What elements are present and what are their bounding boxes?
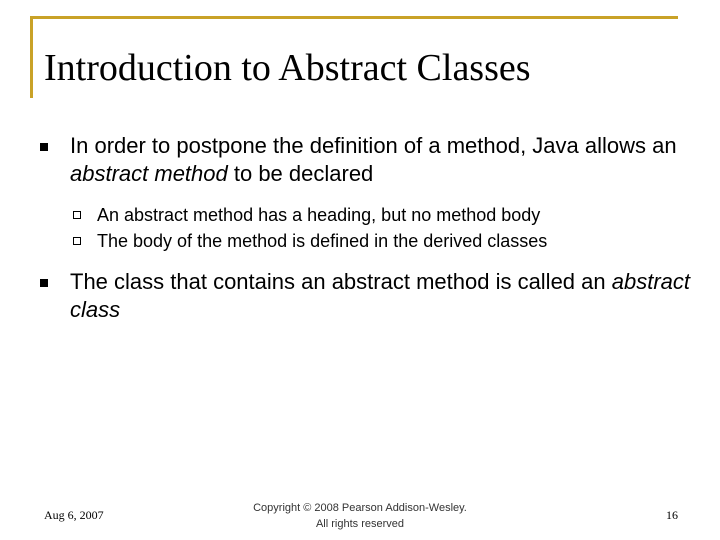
copyright-line-1: Copyright © 2008 Pearson Addison-Wesley. [253, 502, 467, 514]
bullet-item [40, 268, 690, 324]
bullet-text: In order to postpone the definition of a method, Java allows an abstract method to be declared [70, 133, 677, 186]
bullet-text: The class that contains an abstract method is called an abstract class [70, 269, 691, 322]
sub-bullet-list [70, 202, 690, 254]
bullet-item [40, 132, 690, 254]
footer-copyright [220, 500, 500, 532]
page-number: 16 [666, 508, 678, 522]
hollow-square-bullet-icon [73, 211, 81, 219]
square-bullet-icon [40, 279, 48, 287]
footer-date: Aug 6, 2007 [44, 508, 104, 522]
frame-top-accent [30, 16, 678, 19]
frame-left-accent [30, 16, 33, 98]
square-bullet-icon [40, 143, 48, 151]
sub-bullet-text: The body of the method is defined in the derived classes [97, 231, 548, 251]
slide-content [40, 132, 690, 338]
hollow-square-bullet-icon [73, 237, 81, 245]
slide-title: Introduction to Abstract Classes [44, 47, 531, 89]
sub-bullet-text: An abstract method has a heading, but no method body [97, 205, 541, 225]
sub-bullet-item [70, 202, 690, 228]
copyright-line-2: All rights reserved [315, 518, 405, 530]
sub-bullet-item [70, 228, 690, 254]
